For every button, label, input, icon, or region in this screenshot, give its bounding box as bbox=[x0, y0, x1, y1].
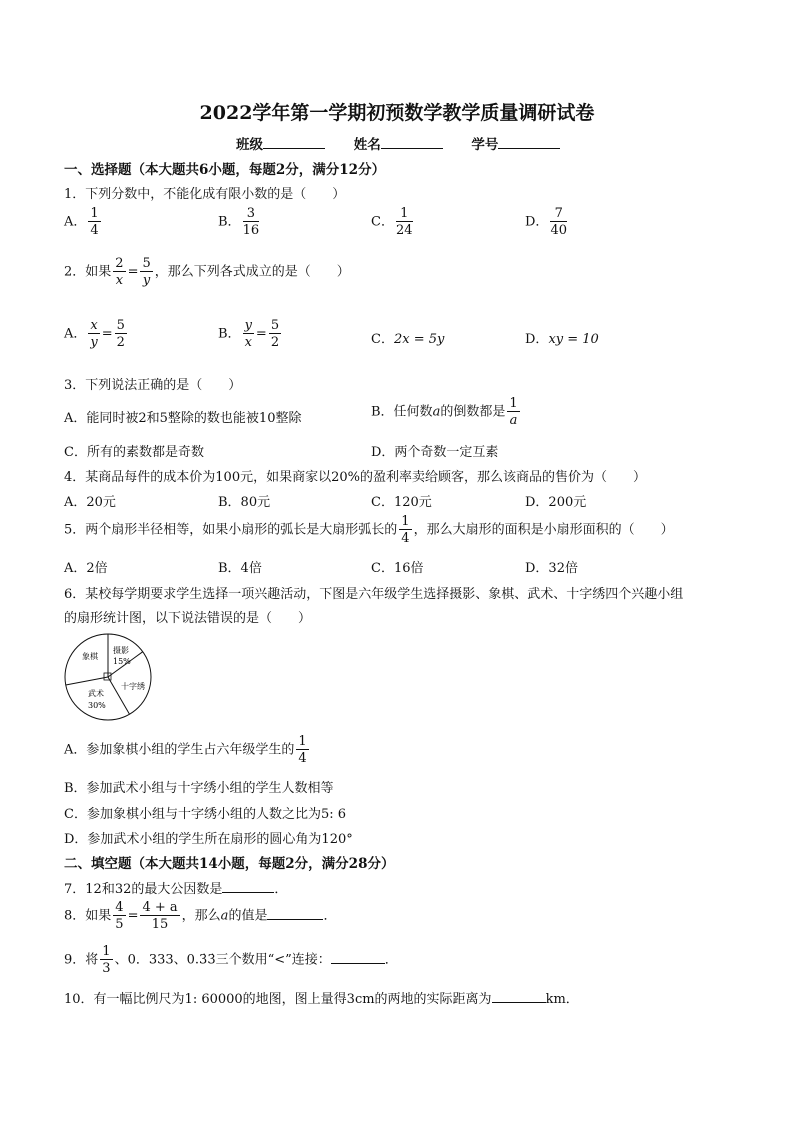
q4-option-d[interactable]: D．200元 bbox=[525, 495, 587, 510]
name-blank[interactable] bbox=[381, 136, 443, 149]
question-4-stem: 4．某商品每件的成本价为100元，如果商家以20%的盈利率卖给顾客，那么该商品的售价为（ ） bbox=[64, 470, 646, 485]
fraction: $\frac{1}{24}$ bbox=[395, 206, 413, 238]
class-blank[interactable] bbox=[263, 136, 325, 149]
q2-option-d[interactable]: D．xy = 10 bbox=[525, 332, 599, 347]
id-blank[interactable] bbox=[498, 136, 560, 149]
fraction: $\frac{2}{x}$ bbox=[115, 256, 124, 288]
section-heading-choice: 一、选择题（本大题共6小题，每题2分，满分12分） bbox=[64, 162, 386, 178]
fraction: $\frac{5}{y}$ bbox=[142, 256, 151, 288]
question-10: 10．有一幅比例尺为1: 60000的地图，图上量得3cm的两地的实际距离为 km． bbox=[64, 992, 579, 1007]
q3-option-b[interactable]: B．任何数a的倒数都是 $\frac{1}{a}$ bbox=[371, 396, 518, 428]
option-label: D． bbox=[525, 214, 549, 230]
pie-label-cross: 十字绣 bbox=[121, 682, 145, 691]
q5-option-b[interactable]: B．4倍 bbox=[218, 561, 262, 576]
q1-option-d[interactable] bbox=[525, 206, 569, 238]
question-1-stem: 1．下列分数中，不能化成有限小数的是（ ） bbox=[64, 187, 346, 202]
q1-option-a[interactable] bbox=[64, 206, 103, 238]
id-label: 学号 bbox=[471, 137, 499, 153]
q2-option-a[interactable]: A． $\frac{x}{y}$ = $\frac{5}{2}$ bbox=[64, 318, 125, 350]
q6-option-b[interactable]: B．参加武术小组与十字绣小组的学生人数相等 bbox=[64, 781, 334, 796]
question-5-stem: 5．两个扇形半径相等，如果小扇形的弧长是大扇形弧长的 $\frac{1}{4}$ ，那么大扇形的面积是小扇形面积的（ ） bbox=[64, 514, 674, 546]
q6-option-c[interactable]: C．参加象棋小组与十字绣小组的人数之比为5: 6 bbox=[64, 807, 347, 822]
option-label: C． bbox=[371, 214, 394, 230]
pie-label-martial: 武术 bbox=[88, 689, 104, 698]
pie-label-chess: 象棋 bbox=[82, 652, 98, 661]
question-9: 9．将 $\frac{1}{3}$ 、0．333、0.3̇3̇三个数用“<”连接： ． bbox=[64, 944, 398, 976]
q4-option-a[interactable]: A．20元 bbox=[64, 495, 116, 510]
question-6-stem-line1: 6．某校每学期要求学生选择一项兴趣活动，下图是六年级学生选择摄影、象棋、武术、十字绣四个兴趣小组 bbox=[64, 587, 684, 602]
pie-label-photo-pct: 15% bbox=[113, 657, 131, 666]
fraction: $\frac{7}{40}$ bbox=[550, 206, 567, 238]
question-2-stem: 2．如果 $\frac{2}{x}$ = $\frac{5}{y}$ ，那么下列各式成立的是（ ） bbox=[64, 256, 350, 288]
q3-option-c[interactable]: C．所有的素数都是奇数 bbox=[64, 445, 204, 460]
pie-chart bbox=[64, 633, 152, 721]
pie-label-photo: 摄影 bbox=[113, 646, 129, 655]
student-info bbox=[236, 133, 584, 153]
q3-option-a[interactable]: A．能同时被2和5整除的数也能被10整除 bbox=[64, 411, 302, 426]
q1-option-c[interactable] bbox=[371, 206, 415, 238]
question-6-stem-line2: 的扇形统计图，以下说法错误的是（ ） bbox=[64, 611, 312, 626]
q4-option-b[interactable]: B．80元 bbox=[218, 495, 271, 510]
answer-blank[interactable] bbox=[222, 880, 274, 893]
question-7: 7．12和32的最大公因数是 ． bbox=[64, 882, 288, 897]
q3-option-d[interactable]: D．两个奇数一定互素 bbox=[371, 445, 499, 460]
q1-option-b[interactable] bbox=[218, 206, 261, 238]
q5-option-d[interactable]: D．32倍 bbox=[525, 561, 578, 576]
q5-option-c[interactable]: C．16倍 bbox=[371, 561, 424, 576]
q6-option-a[interactable]: A．参加象棋小组的学生占六年级学生的 $\frac{1}{4}$ bbox=[64, 734, 307, 766]
name-label: 姓名 bbox=[353, 137, 381, 153]
fraction: $\frac{3}{16}$ bbox=[242, 206, 260, 238]
pie-label-martial-pct: 30% bbox=[88, 701, 106, 710]
q2-option-b[interactable]: B． $\frac{y}{x}$ = $\frac{5}{2}$ bbox=[218, 318, 280, 350]
section-heading-fill: 二、填空题（本大题共14小题，每题2分，满分28分） bbox=[64, 856, 395, 872]
option-label: A． bbox=[64, 214, 87, 230]
q2-option-c[interactable]: C．2x = 5y bbox=[371, 332, 445, 347]
class-label: 班级 bbox=[236, 137, 263, 153]
answer-blank[interactable] bbox=[331, 951, 385, 964]
answer-blank[interactable] bbox=[267, 907, 323, 920]
q6-option-d[interactable]: D．参加武术小组的学生所在扇形的圆心角为120° bbox=[64, 832, 353, 847]
page-title: 2022学年第一学期初预数学教学质量调研试卷 bbox=[199, 102, 595, 124]
q5-option-a[interactable]: A．2倍 bbox=[64, 561, 108, 576]
q4-option-c[interactable]: C．120元 bbox=[371, 495, 432, 510]
question-3-stem: 3．下列说法正确的是（ ） bbox=[64, 378, 242, 393]
option-label: B． bbox=[218, 214, 241, 230]
fraction: $\frac{1}{4}$ bbox=[90, 206, 99, 238]
question-8: 8．如果 $\frac{4}{5}$ = $\frac{4 + a}{15}$ ，那么a的值是 ． bbox=[64, 900, 337, 932]
answer-blank[interactable] bbox=[492, 990, 546, 1003]
